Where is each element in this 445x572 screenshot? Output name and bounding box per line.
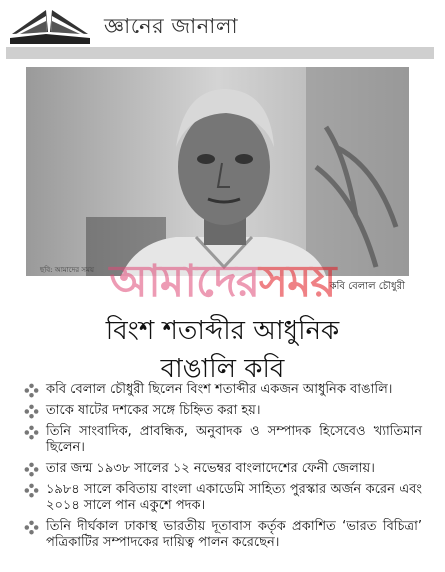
list-item — [24, 424, 422, 456]
list-item — [24, 403, 422, 419]
portrait-photo — [26, 67, 409, 276]
diamond-dots-icon — [24, 404, 39, 419]
list-item-text: তার জন্ম ১৯৩৮ সালের ১২ নভেম্বর বাংলাদেশের ফেনী জেলায়। — [46, 461, 375, 476]
diamond-dots-icon — [24, 462, 39, 477]
photo-credit: ছবি: আমাদের সময় — [40, 266, 95, 274]
photo-caption: কবি বেলাল চৌধুরী — [329, 281, 405, 292]
list-item — [24, 461, 422, 477]
list-item-text: তিনি দীর্ঘকাল ঢাকাস্থ ভারতীয় দূতাবাস কর্তৃক প্রকাশিত ‘ভারত বিচিত্রা’ পত্রিকাটির সম্পাদকের দায়িত্ব পালন করেছেন। — [46, 519, 422, 550]
watermark-part-1: আমাদের — [109, 256, 260, 307]
header-divider — [6, 47, 434, 59]
title-line-2: বাঙালি কবি — [160, 354, 285, 384]
section-title: জ্ঞানের জানালা — [104, 14, 239, 38]
list-item-text: ১৯৮৪ সালে কবিতায় বাংলা একাডেমি সাহিত্য পুরস্কার অর্জন করেন এবং ২০১৪ সালে পান একুশে পদক। — [46, 482, 422, 513]
watermark-part-2: সময় — [259, 256, 336, 307]
diamond-dots-icon — [24, 520, 39, 535]
list-item-text: তাকে ষাটের দশকের সঙ্গে চিহ্নিত করা হয়। — [46, 403, 261, 418]
section-header — [0, 0, 445, 50]
list-item — [24, 382, 422, 398]
diamond-dots-icon — [24, 383, 39, 398]
list-item — [24, 482, 422, 514]
title-line-1: বিংশ শতাব্দীর আধুনিক — [105, 316, 340, 346]
diamond-dots-icon — [24, 483, 39, 498]
open-book-icon — [6, 4, 94, 46]
diamond-dots-icon — [24, 425, 39, 440]
fact-list — [24, 382, 422, 556]
list-item-text: তিনি সাংবাদিক, প্রাবন্ধিক, অনুবাদক ও সম্পাদক হিসেবেও খ্যাতিমান ছিলেন। — [46, 424, 422, 455]
list-item — [24, 519, 422, 551]
article-title — [0, 312, 445, 388]
list-item-text: কবি বেলাল চৌধুরী ছিলেন বিংশ শতাব্দীর একজন আধুনিক বাঙালি। — [46, 382, 393, 397]
newspaper-watermark — [0, 248, 445, 321]
